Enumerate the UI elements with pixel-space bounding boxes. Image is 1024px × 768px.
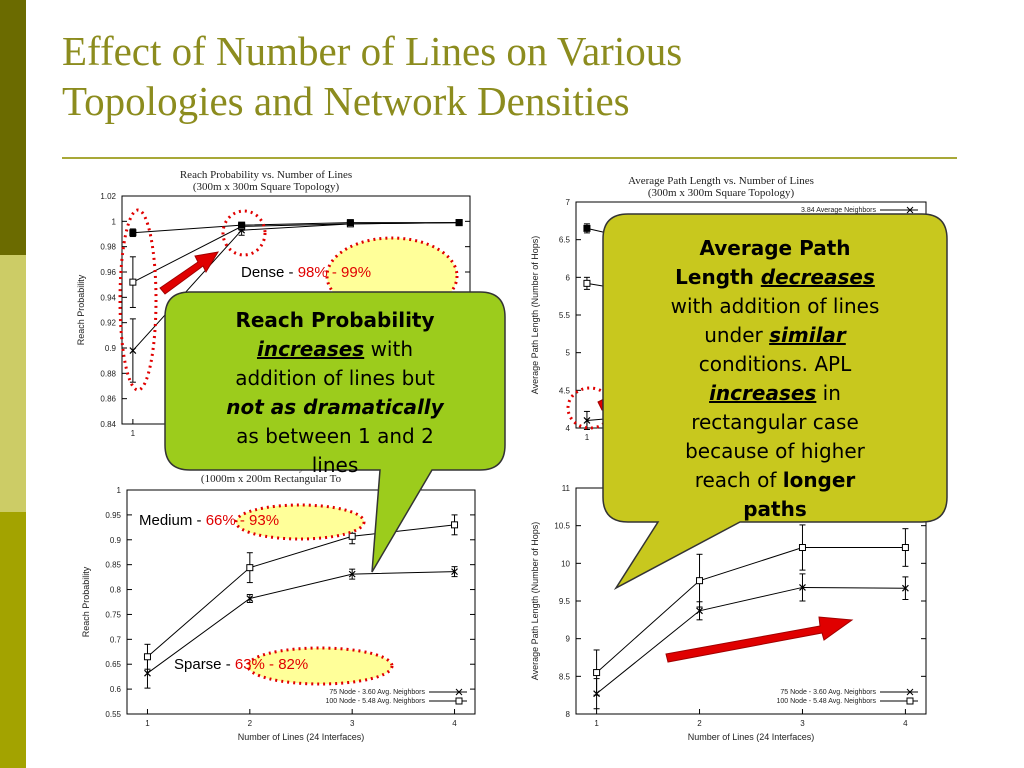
y-tick-label: 1.02 bbox=[100, 192, 116, 201]
callout-left-not-dramatic: not as dramatically bbox=[226, 395, 444, 419]
y-tick-label: 0.88 bbox=[100, 369, 116, 379]
highlight-ellipse-dense-1 bbox=[120, 210, 156, 390]
y-tick-label: 10 bbox=[561, 559, 570, 569]
y-tick-label: 0.9 bbox=[104, 344, 116, 353]
x-tick-label: 4 bbox=[452, 719, 457, 728]
x-axis-label: Number of Lines (24 Interfaces) bbox=[687, 732, 815, 742]
y-tick-label: 0.55 bbox=[105, 710, 121, 719]
slide-title-line2: Topologies and Network Densities bbox=[62, 78, 630, 124]
y-axis-label: Reach Probability bbox=[81, 566, 91, 638]
y-tick-label: 0.7 bbox=[109, 635, 121, 645]
chart-subtitle: (1000m x 200m Rectangular To bbox=[200, 473, 342, 485]
legend-label: 100 Node - 5.48 Avg. Neighbors bbox=[325, 698, 425, 705]
x-tick-label: 3 bbox=[349, 719, 355, 728]
y-tick-label: 1 bbox=[116, 486, 121, 495]
y-tick-label: 0.95 bbox=[105, 510, 121, 520]
y-tick-label: 0.94 bbox=[100, 293, 116, 303]
medium-range-value: 66% - 93% bbox=[205, 512, 280, 529]
callout-right-line3: with addition of lines bbox=[670, 294, 880, 318]
x-tick-label: 1 bbox=[130, 429, 136, 438]
y-tick-label: 8.5 bbox=[558, 672, 570, 682]
y-axis-label: Reach Probability bbox=[76, 274, 86, 346]
y-tick-label: 0.86 bbox=[100, 394, 116, 404]
chart-title: Reach Probability vs. Number of Lines bbox=[179, 169, 353, 181]
callout-left-text bbox=[170, 306, 500, 480]
y-tick-label: 0.85 bbox=[105, 560, 121, 570]
callout-left-line5: as between 1 and 2 bbox=[236, 424, 434, 448]
callout-right-line2a: Length bbox=[675, 265, 761, 289]
callout-right-line9a: reach of bbox=[694, 468, 783, 492]
chart-title: Average Path Length vs. Number of Lines bbox=[628, 175, 814, 187]
y-tick-label: 6.5 bbox=[558, 235, 570, 245]
y-tick-label: 0.96 bbox=[100, 268, 116, 277]
y-tick-label: 8 bbox=[565, 710, 570, 719]
sparse-range-value: 63% - 82% bbox=[234, 656, 309, 673]
y-tick-label: 0.98 bbox=[100, 242, 116, 252]
slide-title-line1: Effect of Number of Lines on Various bbox=[62, 28, 683, 74]
y-tick-label: 0.6 bbox=[109, 685, 121, 695]
x-tick-label: 1 bbox=[584, 433, 590, 442]
dense-range-label bbox=[241, 264, 371, 281]
y-tick-label: 0.65 bbox=[105, 660, 121, 670]
callout-right-line7: rectangular case bbox=[691, 410, 859, 434]
sparse-prefix: Sparse - bbox=[174, 656, 235, 673]
x-tick-label: 2 bbox=[697, 719, 702, 728]
callout-right-increases: increases bbox=[709, 381, 817, 405]
chart-subtitle: (300m x 300m Square Topology) bbox=[647, 187, 795, 199]
y-axis-label: Average Path Length (Number of Hops) bbox=[530, 521, 540, 681]
dense-prefix: Dense - bbox=[241, 264, 298, 281]
legend-label: 75 Node - 3.60 Avg. Neighbors bbox=[780, 689, 876, 696]
x-tick-label: 2 bbox=[247, 719, 253, 728]
y-tick-label: 5 bbox=[565, 348, 570, 358]
callout-right-line1: Average Path bbox=[699, 236, 851, 260]
chart-subtitle: (300m x 300m Square Topology) bbox=[192, 181, 340, 193]
y-tick-label: 0.92 bbox=[100, 318, 116, 328]
y-tick-label: 4.5 bbox=[558, 386, 570, 396]
x-tick-label: 4 bbox=[903, 719, 908, 728]
y-tick-label: 9 bbox=[565, 634, 570, 644]
callout-right-line5: conditions. APL bbox=[698, 352, 852, 376]
medium-range-label bbox=[139, 512, 279, 529]
callout-left-increases: increases bbox=[256, 337, 365, 361]
callout-left-line2b: with bbox=[364, 337, 414, 361]
x-tick-label: 3 bbox=[800, 719, 805, 728]
callout-right-similar: similar bbox=[769, 323, 846, 347]
callout-left-line1: Reach Probability bbox=[235, 308, 435, 332]
legend-label: 100 Node - 5.48 Avg. Neighbors bbox=[776, 698, 876, 705]
callout-right-line8: because of higher bbox=[685, 439, 865, 463]
highlight-ellipse-dense-2 bbox=[223, 211, 265, 255]
y-tick-label: 5.5 bbox=[558, 311, 570, 320]
trend-arrow-apl-rect bbox=[666, 617, 852, 662]
y-tick-label: 0.9 bbox=[109, 535, 121, 545]
callout-right-line4a: under bbox=[704, 323, 770, 347]
legend-label: 3.84 Average Neighbors bbox=[801, 207, 876, 214]
y-tick-label: 6 bbox=[565, 273, 570, 283]
x-tick-label: 1 bbox=[145, 719, 150, 728]
trend-arrow-reach bbox=[160, 252, 218, 294]
y-tick-label: 10.5 bbox=[554, 521, 570, 531]
y-tick-label: 1 bbox=[111, 217, 116, 227]
y-tick-label: 0.84 bbox=[100, 420, 116, 429]
callout-right-longer: longer bbox=[782, 468, 856, 492]
callout-right-paths: paths bbox=[743, 497, 807, 521]
y-tick-label: 11 bbox=[561, 484, 570, 493]
y-tick-label: 0.75 bbox=[105, 610, 121, 620]
sparse-range-label bbox=[174, 656, 308, 673]
y-tick-label: 9.5 bbox=[558, 597, 570, 606]
medium-prefix: Medium - bbox=[139, 512, 206, 529]
y-tick-label: 4 bbox=[565, 424, 570, 433]
callout-right-text bbox=[610, 234, 940, 524]
callout-right-line6b: in bbox=[816, 381, 841, 405]
legend-label: 75 Node - 3.60 Avg. Neighbors bbox=[329, 689, 425, 696]
x-tick-label: 1 bbox=[594, 719, 599, 728]
y-axis-label: Average Path Length (Number of Hops) bbox=[530, 235, 540, 395]
callout-left-line6: lines bbox=[311, 453, 359, 477]
callout-right-decreases: decreases bbox=[760, 265, 875, 289]
dense-range-value: 98% - 99% bbox=[297, 264, 372, 281]
callout-left-line3: addition of lines but bbox=[235, 366, 435, 390]
x-axis-label: Number of Lines (24 Interfaces) bbox=[237, 732, 365, 742]
y-tick-label: 7 bbox=[565, 198, 570, 207]
y-tick-label: 0.8 bbox=[109, 585, 121, 595]
